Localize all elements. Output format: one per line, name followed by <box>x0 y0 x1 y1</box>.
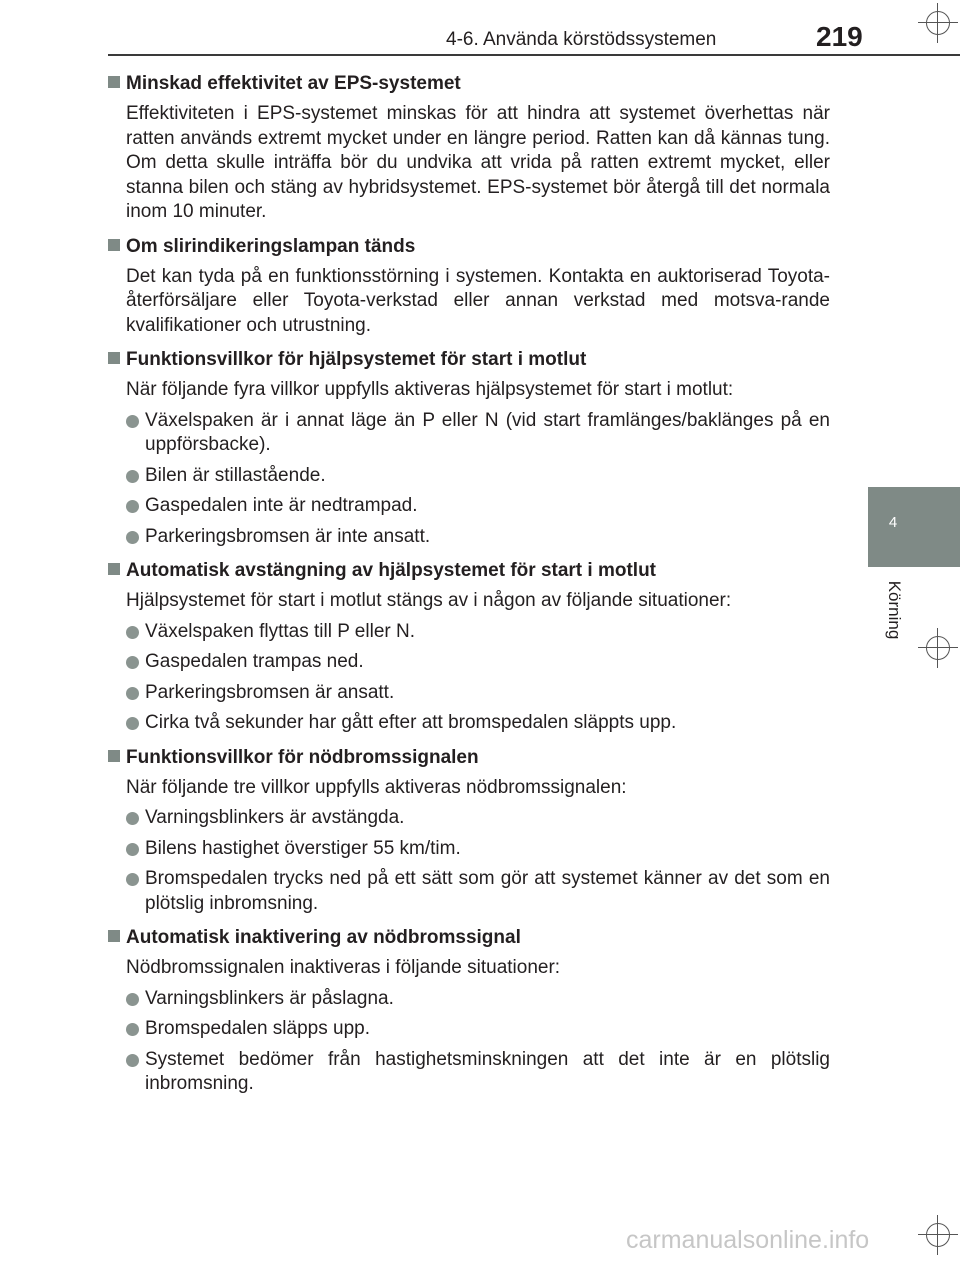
list-item-text: Bilens hastighet överstiger 55 km/tim. <box>145 837 461 859</box>
section-paragraph: När följande tre villkor uppfylls aktiveras nödbromssignalen: <box>126 776 627 798</box>
circle-bullet-icon <box>126 531 139 544</box>
chapter-tab-number: 4 <box>888 514 898 531</box>
section-heading <box>108 746 830 770</box>
square-bullet-icon <box>108 352 120 364</box>
section-heading-text: Funktionsvillkor för hjälpsystemet för start i motlut <box>126 349 587 370</box>
list-item <box>126 867 830 916</box>
list-item-text: Gaspedalen trampas ned. <box>145 651 364 672</box>
chapter-title: 4-6. Använda körstödssystemen <box>446 29 717 50</box>
list-item-text: Parkeringsbromsen är ansatt. <box>145 681 395 703</box>
list-item <box>126 1048 830 1097</box>
section-paragraph: Effektiviteten i EPS-systemet minskas för att hindra att systemet överhettas när ratten används extremt mycket under en längre period. Ratten kan då kännas tung. Om detta skulle inträffa bör du undvika att vrida på ratten extremt mycket, eller stanna bilen och stäng av hybridsystemet. EPS-systemet bör återgå till det normala inom 10 minuter. <box>126 103 830 222</box>
list-item <box>126 650 830 675</box>
page-content <box>108 72 830 1097</box>
section-heading-text: Automatisk inaktivering av nödbromssignal <box>126 927 521 948</box>
circle-bullet-icon <box>126 873 139 886</box>
section-paragraph: Det kan tyda på en funktionsstörning i systemen. Kontakta en auktoriserad Toyota-återförsäljare eller Toyota-verkstad eller annan verkstad med motsva-rande kvalifikationer och utrustning. <box>126 265 830 336</box>
registration-mark-icon <box>918 1215 958 1255</box>
section-paragraph: Hjälpsystemet för start i motlut stängs av i någon av följande situationer: <box>126 590 732 611</box>
circle-bullet-icon <box>126 656 139 669</box>
chapter-tab-label <box>874 575 914 645</box>
square-bullet-icon <box>108 239 120 251</box>
list-item-text: Växelspaken är i annat läge än P eller N (vid start framlänges/baklänges på en uppförsbacke). <box>145 409 830 455</box>
circle-bullet-icon <box>126 626 139 639</box>
section-heading-text: Automatisk avstängning av hjälpsystemet för start i motlut <box>126 560 656 581</box>
circle-bullet-icon <box>126 843 139 856</box>
watermark: carmanualsonline.info <box>626 1226 870 1254</box>
registration-mark-icon <box>918 3 958 43</box>
list-item-text: Bromspedalen trycks ned på ett sätt som gör att systemet känner av det som en plötslig inbromsning. <box>145 868 830 914</box>
list-item <box>126 681 830 706</box>
square-bullet-icon <box>108 76 120 88</box>
list-item-text: Växelspaken flyttas till P eller N. <box>145 620 415 642</box>
list-item-text: Gaspedalen inte är nedtrampad. <box>145 495 418 516</box>
section-heading <box>108 348 830 372</box>
square-bullet-icon <box>108 930 120 942</box>
list-item <box>126 494 830 519</box>
square-bullet-icon <box>108 750 120 762</box>
section-heading <box>108 926 830 950</box>
section-heading <box>108 235 830 259</box>
circle-bullet-icon <box>126 812 139 825</box>
section-heading <box>108 72 830 96</box>
page-number: 219 <box>816 21 863 52</box>
section-heading-text: Minskad effektivitet av EPS-systemet <box>126 73 461 94</box>
circle-bullet-icon <box>126 1054 139 1067</box>
list-item <box>126 1017 830 1042</box>
square-bullet-icon <box>108 563 120 575</box>
circle-bullet-icon <box>126 470 139 483</box>
header-rule <box>108 54 960 56</box>
list-item <box>126 837 830 862</box>
list-item-text: Systemet bedömer från hastighetsminskningen att det inte är en plötslig inbromsning. <box>145 1048 830 1094</box>
circle-bullet-icon <box>126 415 139 428</box>
circle-bullet-icon <box>126 1023 139 1036</box>
list-item-text: Bromspedalen släpps upp. <box>145 1018 370 1039</box>
circle-bullet-icon <box>126 687 139 700</box>
section-heading-text: Om slirindikeringslampan tänds <box>126 235 416 257</box>
list-item <box>126 987 830 1012</box>
list-item <box>126 525 830 550</box>
list-item <box>126 711 830 736</box>
section-paragraph: När följande fyra villkor uppfylls aktiveras hjälpsystemet för start i motlut: <box>126 379 734 400</box>
list-item-text: Parkeringsbromsen är inte ansatt. <box>145 525 431 547</box>
chapter-tab-label-text: Körning <box>885 580 904 640</box>
list-item-text: Varningsblinkers är påslagna. <box>145 987 394 1009</box>
list-item <box>126 409 830 458</box>
registration-mark-icon <box>918 628 958 668</box>
circle-bullet-icon <box>126 717 139 730</box>
list-item-text: Varningsblinkers är avstängda. <box>145 807 405 828</box>
list-item-text: Cirka två sekunder har gått efter att bromspedalen släppts upp. <box>145 712 677 733</box>
list-item <box>126 806 830 831</box>
section-paragraph: Nödbromssignalen inaktiveras i följande situationer: <box>126 957 561 978</box>
list-item <box>126 464 830 489</box>
list-item-text: Bilen är stillastående. <box>145 464 326 486</box>
circle-bullet-icon <box>126 500 139 513</box>
section-heading <box>108 559 830 583</box>
circle-bullet-icon <box>126 993 139 1006</box>
section-heading-text: Funktionsvillkor för nödbromssignalen <box>126 746 479 768</box>
list-item <box>126 620 830 645</box>
